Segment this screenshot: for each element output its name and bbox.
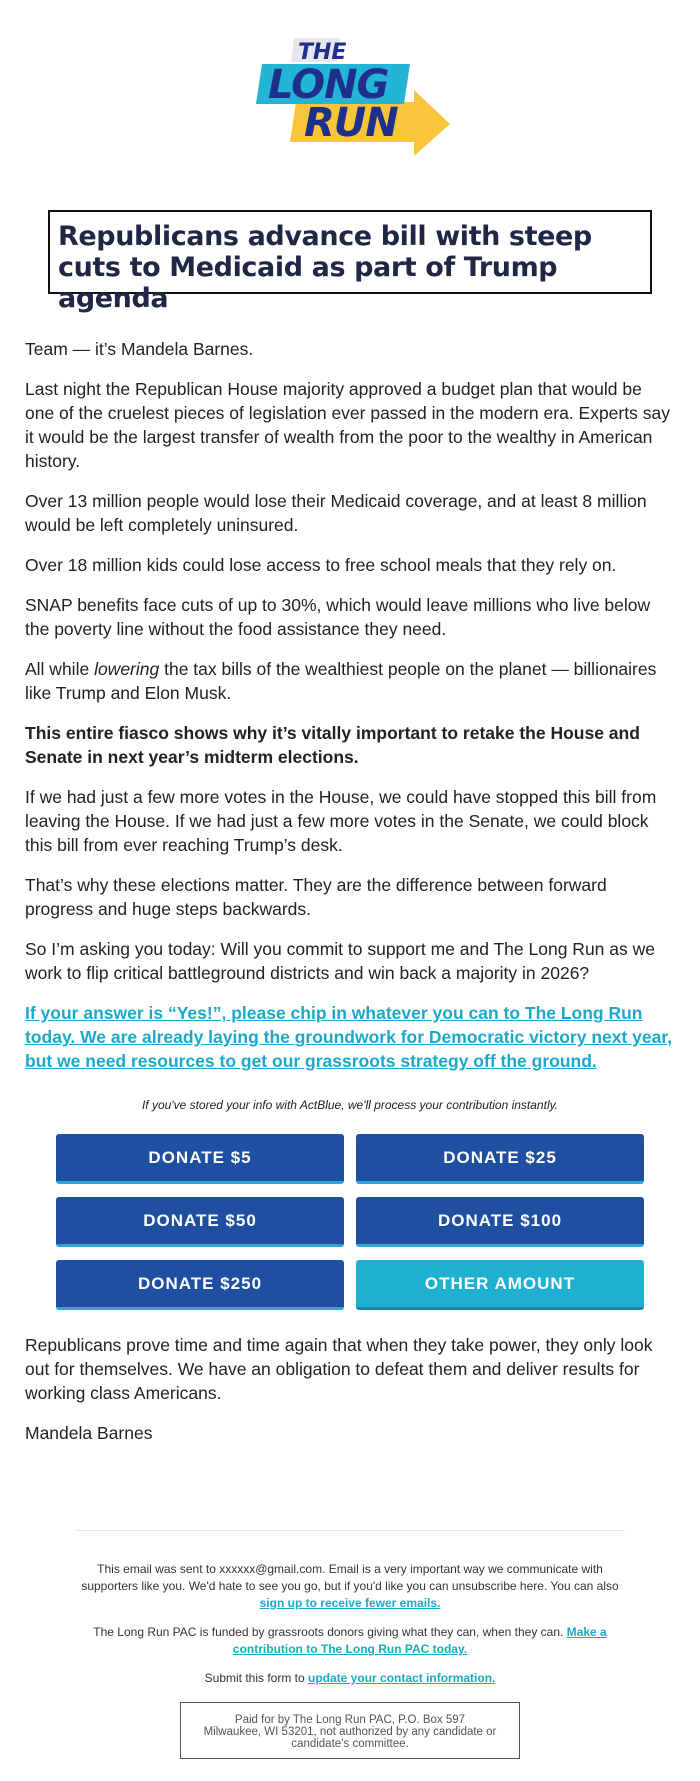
body-paragraph: So I’m asking you today: Will you commit to support me and The Long Run as we work to flip critical battleground districts and win back a majority in 2026? <box>25 939 655 983</box>
paid-for-line: Milwaukee, WI 53201, not authorized by any candidate or candidate’s committee. <box>203 1726 497 1750</box>
body-paragraph: Over 18 million kids could lose access to free school meals that they rely on. <box>25 555 617 575</box>
logo-text-the: THE <box>298 40 347 65</box>
donate-100-button[interactable]: DONATE $100 <box>356 1197 644 1247</box>
body-paragraph <box>25 657 675 705</box>
body-paragraph: That’s why these elections matter. They are the difference between forward progress and huge steps backwards. <box>25 875 607 919</box>
signature: Mandela Barnes <box>25 1423 153 1443</box>
footer-sent-notice <box>75 1561 625 1612</box>
footer-divider <box>75 1530 625 1531</box>
text-span: Submit this form to <box>204 1671 309 1685</box>
email-body <box>25 337 675 1093</box>
greeting: Team — it’s Mandela Barnes. <box>25 339 254 359</box>
headline-box <box>48 210 652 314</box>
logo-text-run: RUN <box>304 100 398 146</box>
paid-for-disclaimer <box>180 1702 520 1759</box>
donate-250-button[interactable]: DONATE $250 <box>56 1260 344 1310</box>
text-span: This email was sent to <box>97 1562 220 1576</box>
cta-paragraph <box>25 1001 675 1073</box>
donate-25-button[interactable]: DONATE $25 <box>356 1134 644 1184</box>
actblue-note: If you've stored your info with ActBlue, we'll process your contribution instantly. <box>141 1098 559 1112</box>
body-paragraph: SNAP benefits face cuts of up to 30%, which would leave millions who live below the poverty line without the food assistance they need. <box>25 595 651 639</box>
contribute-link[interactable]: Make a contribution to The Long Run PAC today. <box>232 1625 607 1656</box>
paid-for-line: Paid for by The Long Run PAC, P.O. Box 597 <box>234 1714 466 1726</box>
body-paragraph: If we had just a few more votes in the House, we could have stopped this bill from leaving the House. If we had just a few more votes in the Senate, we could block this bill from ever reaching Trump’s desk. <box>25 787 657 855</box>
closing-section <box>25 1333 675 1461</box>
update-contact-link[interactable]: update your contact information. <box>308 1671 496 1685</box>
text-span: . Email is a very important way we communicate with supporters like you. We'd hate to see you go, but if you'd like you can unsubscribe here. You can also <box>81 1562 619 1593</box>
headline: Republicans advance bill with steep cuts to Medicaid as part of Trump agenda <box>58 221 592 314</box>
text-span: The Long Run PAC is funded by grassroots donors giving what they can, when they can. <box>93 1625 567 1639</box>
recipient-email: xxxxxx@gmail.com <box>219 1562 323 1576</box>
body-paragraph: Last night the Republican House majority approved a budget plan that would be one of the cruelest pieces of legislation ever passed in the modern era. Experts say it would be the largest transfer of wealth from the poor to the wealthy in American history. <box>25 379 670 471</box>
closing-paragraph: Republicans prove time and time again that when they take power, they only look out for themselves. We have an obligation to defeat them and deliver results for working class Americans. <box>25 1335 653 1403</box>
cta-link[interactable]: If your answer is “Yes!”, please chip in whatever you can to The Long Run today. We are already laying the groundwork for Democratic victory next year, but we need resources to get our grassroots strategy off the ground. <box>25 1003 673 1071</box>
other-amount-button[interactable]: OTHER AMOUNT <box>356 1260 644 1310</box>
footer <box>75 1561 625 1699</box>
the-long-run-logo <box>254 36 450 162</box>
fewer-emails-link[interactable]: sign up to receive fewer emails. <box>259 1596 441 1610</box>
donate-50-button[interactable]: DONATE $50 <box>56 1197 344 1247</box>
bold-paragraph: This entire fiasco shows why it’s vitally important to retake the House and Senate in next year’s midterm elections. <box>25 723 640 767</box>
emphasis-text: lowering <box>94 659 160 679</box>
body-paragraph: Over 13 million people would lose their Medicaid coverage, and at least 8 million would be left completely uninsured. <box>25 491 647 535</box>
text-span: the tax bills of the wealthiest people on the planet — billionaires like Trump and Elon Musk. <box>25 659 657 703</box>
footer-funding-notice <box>75 1624 625 1658</box>
donate-5-button[interactable]: DONATE $5 <box>56 1134 344 1184</box>
text-span: All while <box>25 659 95 679</box>
logo-text-long: LONG <box>268 62 389 108</box>
footer-update-notice <box>75 1670 625 1687</box>
